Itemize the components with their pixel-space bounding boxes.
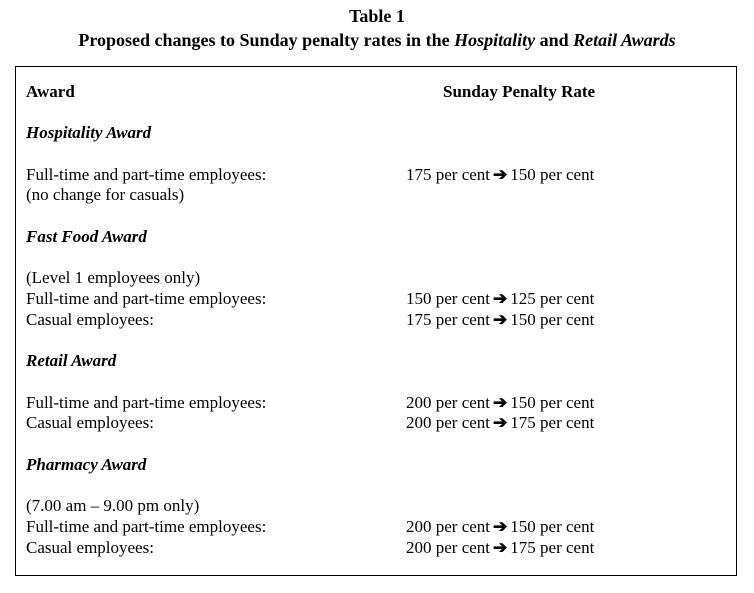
rate-from: 200 per cent (406, 413, 491, 432)
rate-change (406, 392, 594, 413)
row-label: Casual employees: (26, 413, 154, 432)
rate-to: 150 per cent (510, 310, 595, 329)
rate-change (406, 537, 594, 558)
rate-to: 150 per cent (510, 393, 595, 412)
rate-change (406, 412, 594, 433)
arrow-right-icon: ➔ (493, 310, 508, 329)
rate-to: 150 per cent (510, 165, 595, 184)
row-label: Casual employees: (26, 310, 154, 329)
row-note: (no change for casuals) (26, 185, 185, 204)
row-label: Casual employees: (26, 538, 154, 557)
rate-to: 150 per cent (510, 517, 595, 536)
caption-hospitality: Hospitality (454, 30, 536, 50)
row-label: Full-time and part-time employees: (26, 393, 267, 412)
rate-change (406, 164, 594, 185)
section-pharmacy-award: Pharmacy Award (26, 455, 147, 474)
caption-text: Proposed changes to Sunday penalty rates in the (78, 30, 455, 50)
arrow-right-icon: ➔ (493, 538, 508, 557)
rate-from: 200 per cent (406, 393, 491, 412)
rate-from: 175 per cent (406, 310, 491, 329)
row-label: Full-time and part-time employees: (26, 517, 267, 536)
arrow-right-icon: ➔ (493, 517, 508, 536)
rate-from: 175 per cent (406, 165, 491, 184)
caption-retail-awards: Retail Awards (573, 30, 676, 50)
rate-from: 150 per cent (406, 289, 491, 308)
section-note: (Level 1 employees only) (26, 268, 201, 287)
arrow-right-icon: ➔ (493, 413, 508, 432)
rate-from: 200 per cent (406, 517, 491, 536)
table-caption (0, 29, 754, 51)
rate-to: 125 per cent (510, 289, 595, 308)
caption-and: and (535, 30, 574, 50)
column-header-award: Award (26, 82, 75, 101)
arrow-right-icon: ➔ (493, 165, 508, 184)
rate-change (406, 309, 594, 330)
row-label: Full-time and part-time employees: (26, 289, 267, 308)
rate-to: 175 per cent (510, 413, 595, 432)
row-label: Full-time and part-time employees: (26, 165, 267, 184)
table-number: Table 1 (349, 6, 405, 26)
section-fast-food-award: Fast Food Award (26, 227, 147, 246)
column-header-rate: Sunday Penalty Rate (443, 82, 596, 101)
rate-change (406, 288, 594, 309)
arrow-right-icon: ➔ (493, 289, 508, 308)
section-retail-award: Retail Award (26, 351, 117, 370)
rate-from: 200 per cent (406, 538, 491, 557)
section-hospitality-award: Hospitality Award (26, 123, 152, 142)
section-note: (7.00 am – 9.00 pm only) (26, 496, 200, 515)
rate-change (406, 516, 594, 537)
arrow-right-icon: ➔ (493, 393, 508, 412)
rate-to: 175 per cent (510, 538, 595, 557)
